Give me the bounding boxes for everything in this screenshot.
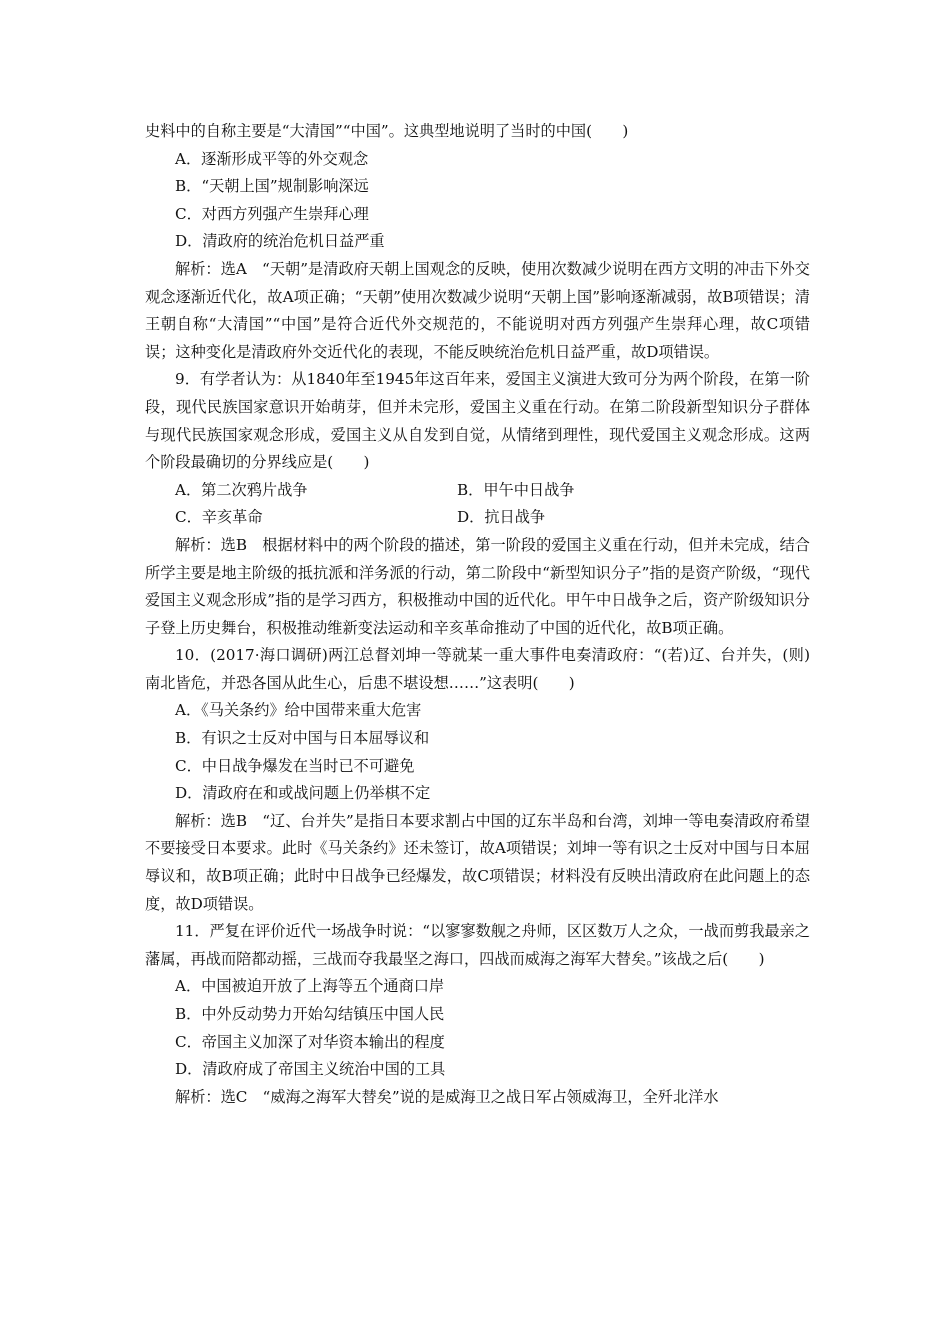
q11-option-a: A．中国被迫开放了上海等五个通商口岸	[175, 977, 445, 996]
q8-option-a: A．逐渐形成平等的外交观念	[175, 149, 369, 168]
q9-options-row-2	[145, 504, 810, 532]
q10-analysis: 解析：选B “辽、台并失”是指日本要求割占中国的辽东半岛和台湾，刘坤一等电奏清政府希望不要接受日本要求。此时《马关条约》还未签订，故A项错误；刘坤一等有识之士反对中国与日本屈辱议和，故B项正确；此时中日战争已经爆发，故C项错误；材料没有反映出清政府在此问题上的态度，故D项错误。	[145, 811, 810, 913]
q8-analysis: 解析：选A “天朝”是清政府天朝上国观念的反映，使用次数减少说明在西方文明的冲击下外交观念逐渐近代化，故A项正确；“天朝”使用次数减少说明“天朝上国”影响逐渐减弱，故B项错误；清王朝自称“大清国”“中国”是符合近代外交规范的，不能说明对西方列强产生崇拜心理，故C项错误；这种变化是清政府外交近代化的表现，不能反映统治危机日益严重，故D项错误。	[145, 259, 810, 361]
q8-option-b: B．“天朝上国”规制影响深远	[175, 177, 369, 196]
q9-options-row-1	[145, 477, 810, 505]
q8-stem: 史料中的自称主要是“大清国”“中国”。这典型地说明了当时的中国( )	[145, 122, 629, 140]
q9-option-b: B．甲午中日战争	[457, 480, 575, 499]
q10-option-d: D．清政府在和或战问题上仍举棋不定	[175, 784, 431, 803]
page-content	[145, 118, 810, 1111]
q9-option-a: A．第二次鸦片战争	[175, 480, 308, 499]
q9-stem: 9．有学者认为：从1840年至1945年这百年来，爱国主义演进大致可分为两个阶段，在第一阶段，现代民族国家意识开始萌芽，但并未完形，爱国主义重在行动。在第二阶段新型知识分子群体与现代民族国家观念形成，爱国主义从自发到自觉，从情绪到理性，现代爱国主义观念形成。这两个阶段最确切的分界线应是( )	[145, 370, 810, 472]
q10-option-c: C．中日战争爆发在当时已不可避免	[175, 756, 415, 775]
q11-option-b: B．中外反动势力开始勾结镇压中国人民	[175, 1005, 445, 1023]
q11-stem: 11．严复在评价近代一场战争时说：“以寥寥数舰之舟师，区区数万人之众，一战而剪我最亲之藩属，再战而陪都动摇，三战而夺我最坚之海口，四战而威海之海军大替矣。”该战之后( )	[145, 922, 810, 968]
q9-analysis: 解析：选B 根据材料中的两个阶段的描述，第一阶段的爱国主义重在行动，但并未完成，结合所学主要是地主阶级的抵抗派和洋务派的行动，第二阶段中“新型知识分子”指的是资产阶级，“现代爱国主义观念形成”指的是学习西方，积极推动中国的近代化。甲午中日战争之后，资产阶级知识分子登上历史舞台，积极推动维新变法运动和辛亥革命推动了中国的近代化，故B项正确。	[145, 535, 810, 637]
q11-option-c: C．帝国主义加深了对华资本输出的程度	[175, 1032, 445, 1051]
q10-option-b: B．有识之士反对中国与日本屈辱议和	[175, 729, 430, 748]
q8-option-c: C．对西方列强产生崇拜心理	[175, 204, 369, 223]
q9-option-c: C．辛亥革命	[175, 508, 263, 527]
q10-stem: 10．(2017·海口调研)两江总督刘坤一等就某一重大事件电奏清政府：“(若)辽、台并失，(则)南北皆危，并恐各国从此生心，后患不堪设想……”这表明( )	[145, 646, 810, 692]
q10-option-a: A．《马关条约》给中国带来重大危害	[175, 701, 422, 720]
q8-option-d: D．清政府的统治危机日益严重	[175, 232, 385, 251]
q11-analysis: 解析：选C “威海之海军大替矣”说的是威海卫之战日军占领威海卫，全歼北洋水	[175, 1087, 719, 1106]
q11-option-d: D．清政府成了帝国主义统治中国的工具	[175, 1060, 446, 1079]
q9-option-d: D．抗日战争	[457, 508, 546, 527]
